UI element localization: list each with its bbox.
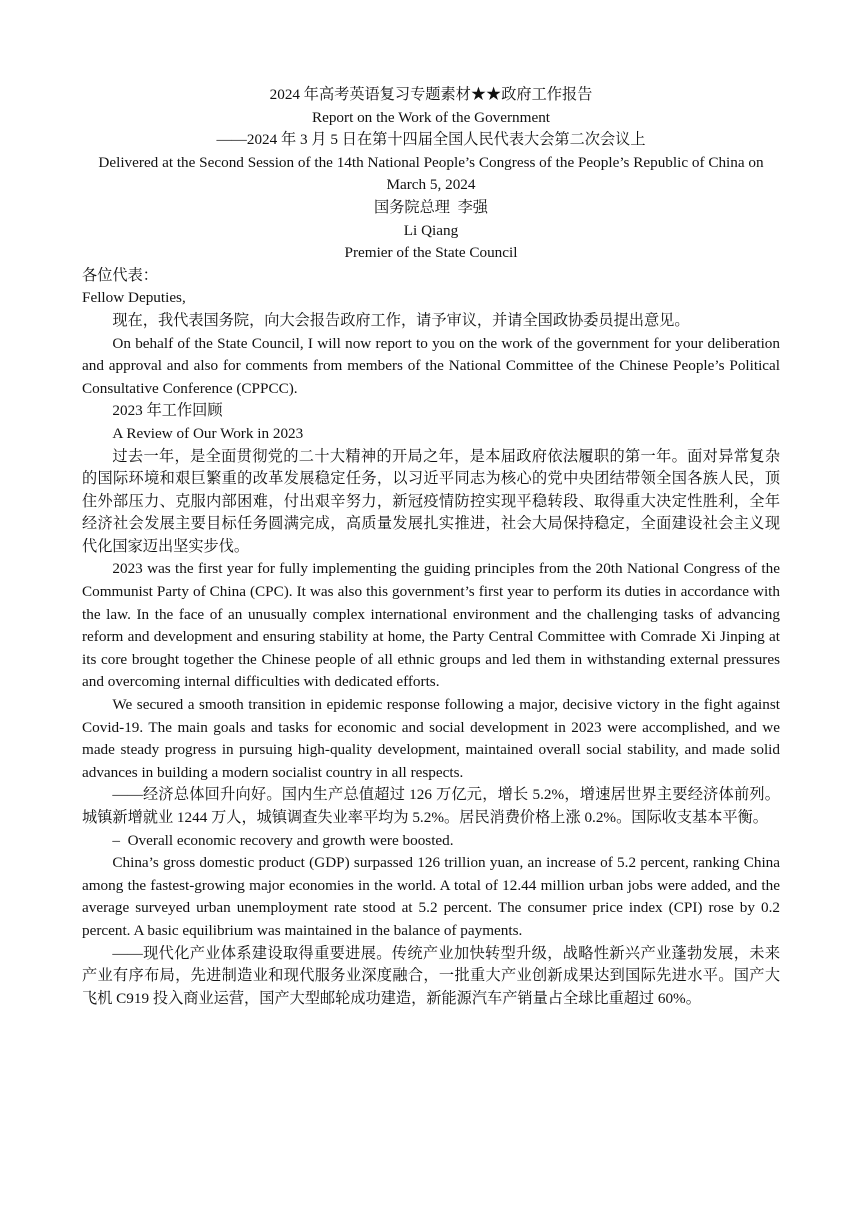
title-cn: 2024 年高考英语复习专题素材★★政府工作报告 <box>269 86 593 103</box>
document-page <box>82 84 780 1010</box>
speaker-cn: 国务院总理 李强 <box>374 198 488 216</box>
speaker-en: Li Qiang <box>403 221 459 239</box>
greeting-cn: 各位代表： <box>82 266 158 284</box>
greeting-en: Fellow Deputies, <box>82 289 186 307</box>
paragraph-1-cn: 现在，我代表国务院，向大会报告政府工作，请予审议，并请全国政协委员提出意见。 <box>112 311 690 329</box>
delivered-en: Delivered at the Second Session of the 14th National People’s Congress of the People’s Republic of China on March 5, 2024 <box>98 153 764 194</box>
section-heading-cn: 2023 年工作回顾 <box>112 402 223 420</box>
role-en: Premier of the State Council <box>344 244 518 262</box>
paragraph-2-cn: 过去一年，是全面贯彻党的二十大精神的开局之年，是本届政府依法履职的第一年。面对异常复杂的国际环境和艰巨繁重的改革发展稳定任务，以习近平同志为核心的党中央团结带领全国各族人民，顶住外部压力、克服内部困难，付出艰辛努力，新冠疫情防控实现平稳转段、取得重大决定性胜利，全年经济社会发展主要目标任务圆满完成，高质量发展扎实推进，社会大局保持稳定，全面建设社会主义现代化国家迈出坚实步伐。 <box>82 447 780 555</box>
paragraph-3-en: We secured a smooth transition in epidemic response following a major, decisive victory in the fight against Covid-19. The main goals and tasks for economic and social development in 2023 were accomplished, and we made steady progress in pursuing high-quality development, maintained overall social stability, and made solid advances in building a modern socialist country in all respects. <box>82 696 780 781</box>
paragraph-4-cn: ——经济总体回升向好。国内生产总值超过 126 万亿元，增长 5.2%，增速居世界主要经济体前列。城镇新增就业 1244 万人，城镇调查失业率平均为 5.2%。居民消费价格上涨 0.2%。国际收支基本平衡。 <box>82 786 780 826</box>
date-cn: ——2024 年 3 月 5 日在第十四届全国人民代表大会第二次会议上 <box>216 131 646 149</box>
paragraph-4-en: China’s gross domestic product (GDP) surpassed 126 trillion yuan, an increase of 5.2 percent, ranking China among the fastest-growing major economies in the world. A total of 12.44 million urban jobs were added, and the average surveyed urban unemployment rate stood at 5.2 percent. The consumer price index (CPI) rose by 0.2 percent. A basic equilibrium was maintained in the balance of payments. <box>82 854 780 939</box>
title-en: Report on the Work of the Government <box>311 108 551 126</box>
paragraph-4-en-heading: – Overall economic recovery and growth were boosted. <box>112 831 454 849</box>
paragraph-5-cn: ——现代化产业体系建设取得重要进展。传统产业加快转型升级，战略性新兴产业蓬勃发展，未来产业有序布局，先进制造业和现代服务业深度融合，一批重大产业创新成果达到国际先进水平。国产大飞机 C919 投入商业运营，国产大型邮轮成功建造，新能源汽车产销量占全球比重超过 60%。 <box>82 944 780 1007</box>
section-heading-en: A Review of Our Work in 2023 <box>112 424 304 442</box>
paragraph-2-en: 2023 was the first year for fully implementing the guiding principles from the 20th National Congress of the Communist Party of China (CPC). It was also this government’s first year to perform its duties in accordance with the law. In the face of an unusually complex international environment and the challenging tasks of advancing reform and development and ensuring stability at home, the Party Central Committee with Comrade Xi Jinping at its core brought together the Chinese people of all ethnic groups and led them in withstanding external pressures and overcoming internal difficulties with dedicated efforts. <box>82 560 780 691</box>
paragraph-1-en: On behalf of the State Council, I will now report to you on the work of the government for your deliberation and approval and also for comments from members of the National Committee of the Chinese People’s Political Consultative Conference (CPPCC). <box>82 334 780 397</box>
